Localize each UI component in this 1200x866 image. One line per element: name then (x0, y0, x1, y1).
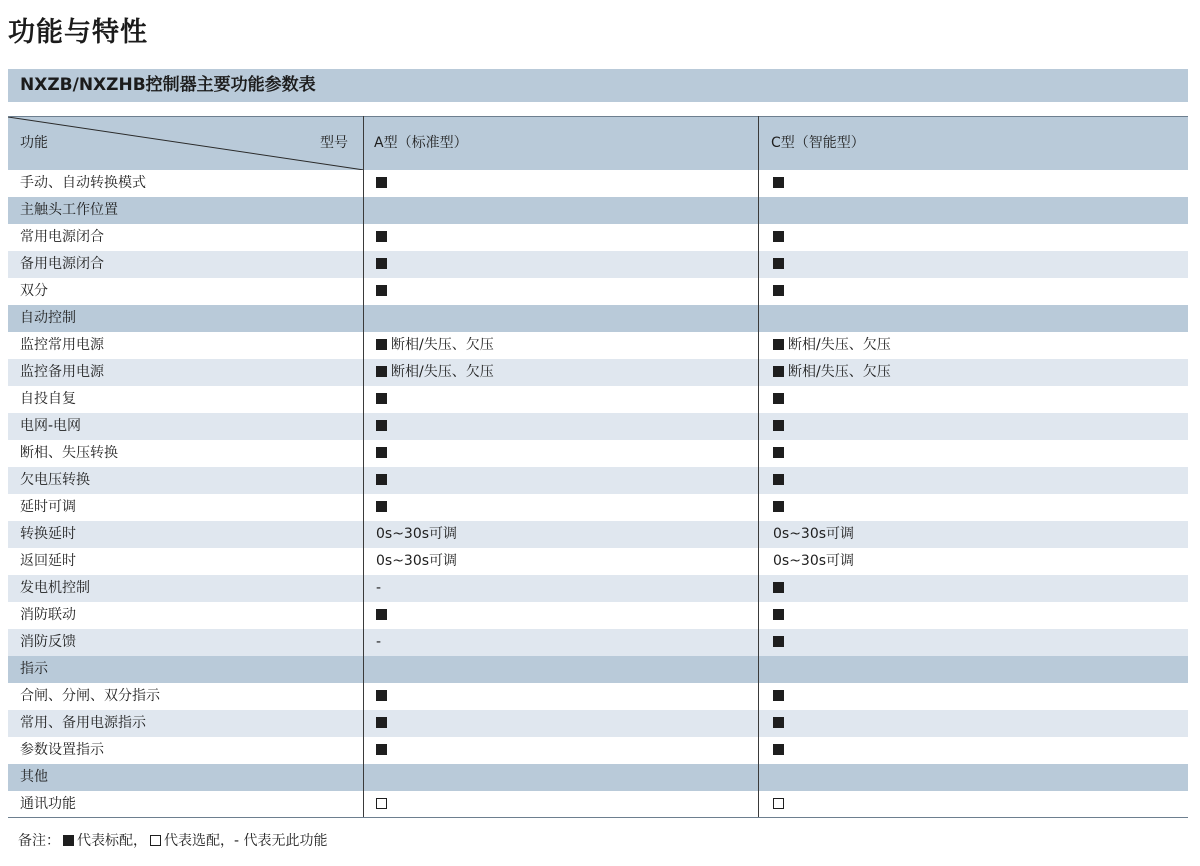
column-divider-a (363, 116, 364, 817)
section-row (8, 656, 1188, 683)
function-label: 常用电源闭合 (20, 229, 104, 245)
filled-square-icon (773, 447, 784, 458)
cell-type-a (376, 629, 381, 656)
function-label: 转换延时 (20, 526, 76, 542)
filled-square-icon (773, 690, 784, 701)
section-row (8, 197, 1188, 224)
cell-type-a (376, 413, 391, 440)
table-row (8, 575, 1188, 602)
table-row (8, 629, 1188, 656)
cell-type-c (773, 629, 788, 656)
filled-square-icon (376, 258, 387, 269)
table-row (8, 467, 1188, 494)
legend-note (18, 830, 328, 850)
filled-square-icon (376, 501, 387, 512)
function-label: 备用电源闭合 (20, 256, 104, 272)
cell-type-c (773, 224, 788, 251)
table-bottom-rule (8, 817, 1188, 818)
note-standard: 代表标配， (77, 833, 147, 849)
filled-square-icon (376, 420, 387, 431)
table-row (8, 440, 1188, 467)
filled-square-icon (376, 474, 387, 485)
table-row (8, 251, 1188, 278)
cell-type-a (376, 467, 391, 494)
cell-type-a (376, 170, 391, 197)
cell-type-c (773, 332, 891, 359)
cell-type-a (376, 251, 391, 278)
cell-type-a (376, 683, 391, 710)
function-label: 消防联动 (20, 607, 76, 623)
function-label: 断相、失压转换 (20, 445, 118, 461)
function-label: 延时可调 (20, 499, 76, 515)
section-row (8, 764, 1188, 791)
table-row (8, 413, 1188, 440)
cell-type-a (376, 224, 391, 251)
note-none: - 代表无此功能 (234, 833, 328, 849)
cell-type-c (773, 548, 854, 575)
filled-square-icon (773, 609, 784, 620)
header-col-c: C型（智能型） (771, 135, 865, 151)
table-row (8, 278, 1188, 305)
filled-square-icon (376, 339, 387, 350)
cell-type-a (376, 332, 494, 359)
cell-type-c (773, 359, 891, 386)
cell-type-c (773, 413, 788, 440)
section-label: 主触头工作位置 (20, 202, 118, 218)
note-optional: 代表选配， (164, 833, 234, 849)
diagonal-header-divider (8, 117, 368, 171)
cell-type-a (376, 440, 391, 467)
function-label: 自投自复 (20, 391, 76, 407)
filled-square-icon (376, 366, 387, 377)
table-row (8, 710, 1188, 737)
function-label: 欠电压转换 (20, 472, 90, 488)
cell-text: - (376, 634, 382, 650)
page-title: 功能与特性 (8, 17, 148, 48)
section-label: 自动控制 (20, 310, 76, 326)
filled-square-icon (773, 501, 784, 512)
cell-type-a (376, 521, 457, 548)
cell-text: 0s~30s可调 (376, 526, 458, 542)
cell-type-c (773, 683, 788, 710)
filled-square-icon (773, 474, 784, 485)
filled-square-icon (773, 717, 784, 728)
cell-type-c (773, 737, 788, 764)
table-row (8, 791, 1188, 818)
cell-type-a (376, 791, 391, 818)
cell-type-a (376, 575, 381, 602)
function-label: 监控常用电源 (20, 337, 104, 353)
header-function-label: 功能 (20, 135, 48, 151)
function-label: 监控备用电源 (20, 364, 104, 380)
filled-square-icon (773, 744, 784, 755)
section-label: 其他 (20, 769, 48, 785)
empty-square-icon (150, 835, 161, 846)
cell-type-a (376, 386, 391, 413)
filled-square-icon (773, 231, 784, 242)
table-header-row (8, 116, 1188, 170)
cell-type-c (773, 440, 788, 467)
section-label: 指示 (20, 661, 48, 677)
section-row (8, 305, 1188, 332)
table-row (8, 737, 1188, 764)
filled-square-icon (773, 339, 784, 350)
filled-square-icon (376, 393, 387, 404)
cell-text: 断相/失压、欠压 (391, 364, 494, 380)
cell-type-c (773, 521, 854, 548)
cell-text: 0s~30s可调 (376, 553, 458, 569)
empty-square-icon (376, 798, 387, 809)
table-row (8, 602, 1188, 629)
function-label: 合闸、分闸、双分指示 (20, 688, 160, 704)
function-label: 消防反馈 (20, 634, 76, 650)
cell-text: - (376, 580, 382, 596)
cell-type-c (773, 602, 788, 629)
function-label: 电网-电网 (20, 418, 82, 434)
filled-square-icon (376, 447, 387, 458)
table-row (8, 386, 1188, 413)
cell-type-a (376, 710, 391, 737)
filled-square-icon (773, 366, 784, 377)
filled-square-icon (773, 582, 784, 593)
function-label: 参数设置指示 (20, 742, 104, 758)
function-label: 手动、自动转换模式 (20, 175, 146, 191)
filled-square-icon (376, 285, 387, 296)
table-row (8, 521, 1188, 548)
cell-type-c (773, 251, 788, 278)
table-row (8, 359, 1188, 386)
function-label: 通讯功能 (20, 796, 76, 812)
cell-text: 断相/失压、欠压 (788, 364, 891, 380)
filled-square-icon (376, 717, 387, 728)
cell-type-a (376, 602, 391, 629)
filled-square-icon (376, 177, 387, 188)
cell-text: 断相/失压、欠压 (391, 337, 494, 353)
filled-square-icon (63, 835, 74, 846)
cell-type-a (376, 278, 391, 305)
filled-square-icon (773, 177, 784, 188)
table-row (8, 683, 1188, 710)
table-row (8, 548, 1188, 575)
filled-square-icon (773, 420, 784, 431)
cell-type-c (773, 386, 788, 413)
function-table-body (8, 170, 1188, 818)
cell-type-c (773, 170, 788, 197)
table-row (8, 224, 1188, 251)
cell-type-a (376, 548, 457, 575)
cell-type-c (773, 467, 788, 494)
function-label: 常用、备用电源指示 (20, 715, 146, 731)
filled-square-icon (376, 609, 387, 620)
empty-square-icon (773, 798, 784, 809)
cell-type-c (773, 791, 788, 818)
cell-type-c (773, 278, 788, 305)
column-divider-c (758, 116, 759, 817)
note-prefix: 备注： (18, 833, 60, 849)
filled-square-icon (773, 393, 784, 404)
filled-square-icon (773, 636, 784, 647)
cell-text: 0s~30s可调 (773, 553, 855, 569)
table-row (8, 494, 1188, 521)
cell-type-c (773, 575, 788, 602)
function-label: 返回延时 (20, 553, 76, 569)
cell-type-a (376, 494, 391, 521)
filled-square-icon (773, 285, 784, 296)
cell-type-c (773, 494, 788, 521)
cell-type-c (773, 710, 788, 737)
header-col-a: A型（标准型） (374, 135, 468, 151)
table-title: NXZB/NXZHB控制器主要功能参数表 (8, 69, 1188, 102)
cell-text: 0s~30s可调 (773, 526, 855, 542)
cell-text: 断相/失压、欠压 (788, 337, 891, 353)
filled-square-icon (376, 690, 387, 701)
cell-type-a (376, 359, 494, 386)
filled-square-icon (376, 231, 387, 242)
header-model-label: 型号 (320, 135, 348, 151)
filled-square-icon (773, 258, 784, 269)
table-row (8, 170, 1188, 197)
function-label: 发电机控制 (20, 580, 90, 596)
table-row (8, 332, 1188, 359)
cell-type-a (376, 737, 391, 764)
filled-square-icon (376, 744, 387, 755)
function-label: 双分 (20, 283, 48, 299)
